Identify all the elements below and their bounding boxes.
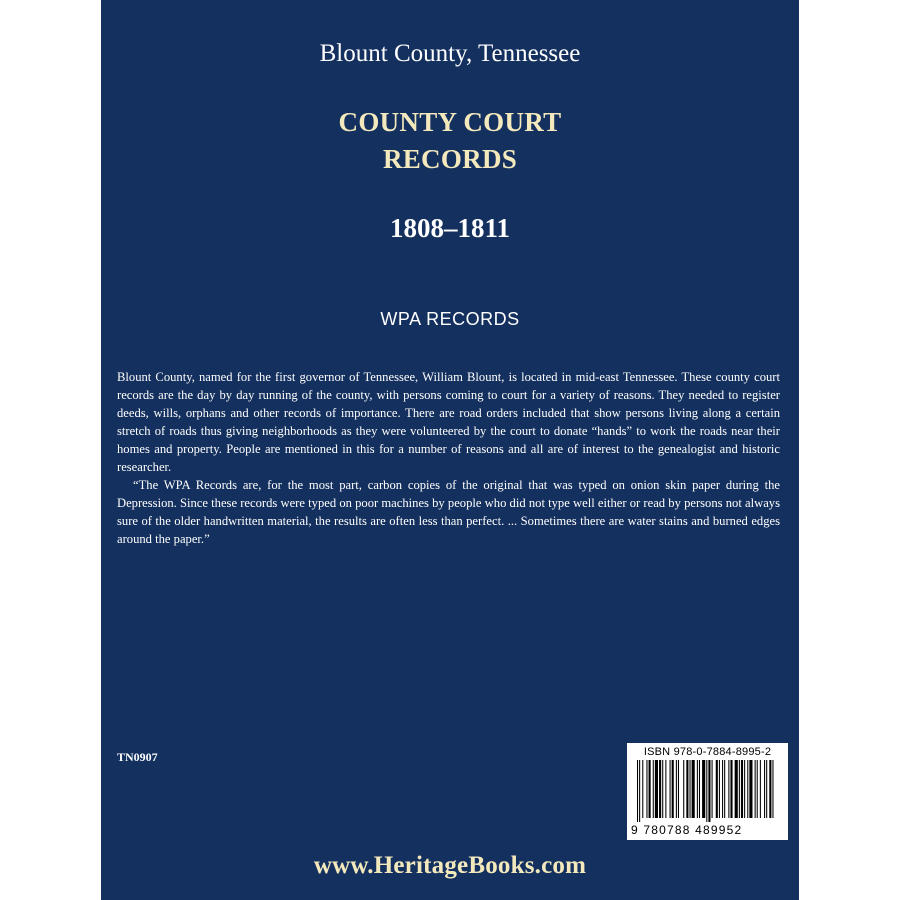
barcode-bar: [760, 760, 761, 818]
barcode-bar: [678, 760, 679, 818]
barcode-bar: [646, 760, 647, 818]
barcode-bar: [719, 760, 720, 818]
barcode-bar: [665, 760, 666, 818]
year-range: 1808–1811: [389, 213, 510, 243]
barcode-bar: [690, 760, 691, 818]
barcode-bar: [730, 760, 732, 818]
book-back-cover: [101, 0, 799, 900]
barcode-bar: [735, 760, 738, 818]
barcode-bar: [766, 760, 767, 818]
barcode-bar: [697, 760, 698, 818]
barcode-bar: [764, 760, 765, 818]
barcode-bar: [702, 760, 705, 818]
series-label: WPA RECORDS: [380, 309, 520, 329]
book-title-line-1: COUNTY COURT: [338, 107, 562, 137]
barcode-bar: [655, 760, 658, 818]
book-title-line-2: RECORDS: [382, 144, 518, 174]
barcode-bar: [724, 760, 725, 818]
barcode-bar: [716, 760, 718, 818]
barcode-bar: [757, 760, 758, 818]
barcode-bar: [686, 760, 688, 818]
barcode-bar: [662, 760, 663, 818]
county-title: Blount County, Tennessee: [319, 40, 581, 67]
barcode-bar: [722, 760, 723, 818]
isbn-barcode: [627, 743, 788, 840]
publisher-website: www.HeritageBooks.com: [313, 852, 587, 879]
barcode-bar: [706, 760, 707, 822]
barcode-bar: [672, 760, 674, 818]
barcode-bar: [659, 760, 661, 818]
barcode-bar: [639, 760, 640, 822]
item-code: TN0907: [117, 750, 158, 764]
barcode-bar: [692, 760, 695, 818]
barcode-bar: [676, 760, 677, 818]
barcode-bar: [747, 760, 748, 818]
barcode-bar: [741, 760, 743, 818]
barcode-digits: 9 780788 489952: [631, 823, 743, 837]
barcode-bar: [739, 760, 740, 818]
barcode-bar: [728, 760, 729, 818]
barcode-bar: [699, 760, 700, 818]
isbn-number: ISBN 978-0-7884-8995-2: [643, 746, 772, 758]
barcode-bar: [772, 760, 773, 818]
barcode-bar: [708, 760, 710, 822]
barcode-bar: [683, 760, 684, 818]
barcode-bar: [670, 760, 671, 818]
barcode-bar: [649, 760, 651, 818]
book-description: [117, 368, 780, 548]
book-title: [101, 104, 799, 178]
barcode-bar: [769, 760, 771, 818]
barcode-icon: [637, 760, 778, 822]
barcode-bar: [637, 760, 638, 822]
barcode-bar: [749, 760, 752, 818]
description-paragraph-2: “The WPA Records are, for the most part, carbon copies of the original that was typed on onion skin paper during the Depression. Since these records were typed on poor machines by people who did not type well either or read by persons not always sure of the older handwritten material, the results are often less than perfect. ... Sometimes there are water stains and burned edges around the paper.”: [117, 478, 780, 546]
barcode-bar: [744, 760, 745, 818]
barcode-bar: [712, 760, 713, 818]
barcode-bar: [755, 760, 756, 818]
barcode-bar: [653, 760, 654, 818]
description-paragraph-1: Blount County, named for the first governor of Tennessee, William Blount, is located in mid-east Tennessee. These county court records are the day by day running of the county, with persons coming to court for a variety of reasons. They needed to register deeds, wills, orphans and other records of importance. There are road orders included that show persons living along a certain stretch of roads thus giving neighborhoods as they were volunteered by the court to donate “hands” to work the roads near their homes and property. People are mentioned in this for a number of reasons and all are of interest to the genealogist and historic researcher.: [117, 370, 780, 474]
barcode-bar: [642, 760, 643, 818]
